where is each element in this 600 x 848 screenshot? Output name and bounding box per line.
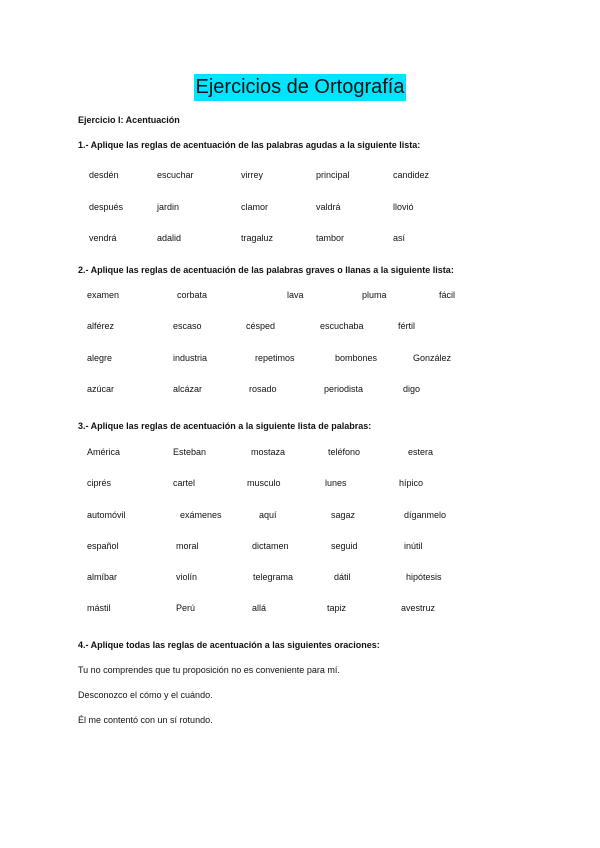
word-2-3-4: bombones xyxy=(335,353,378,363)
word-3-6-2: Perú xyxy=(176,603,196,613)
word-3-2-2: cartel xyxy=(173,478,196,488)
word-1-3-3: tragaluz xyxy=(241,233,274,243)
word-3-6-3: allá xyxy=(252,603,267,613)
word-2-3-2: industria xyxy=(173,353,208,363)
word-3-1-3: mostaza xyxy=(251,447,286,457)
word-1-2-4: valdrá xyxy=(316,202,341,212)
sentence-2: Desconozco el cómo y el cuándo. xyxy=(78,690,213,700)
word-1-1-2: escuchar xyxy=(157,170,194,180)
section2-prompt: 2.- Aplique las reglas de acentuación de las palabras graves o llanas a la siguiente lista: xyxy=(78,265,454,275)
word-3-6-5: avestruz xyxy=(401,603,436,613)
word-2-1-2: corbata xyxy=(177,290,208,300)
word-2-4-1: azúcar xyxy=(87,384,115,394)
word-3-3-3: aquí xyxy=(259,510,277,520)
section1-prompt: 1.- Aplique las reglas de acentuación de las palabras agudas a la siguiente lista: xyxy=(78,140,421,150)
word-1-2-2: jardin xyxy=(157,202,180,212)
word-2-1-4: pluma xyxy=(362,290,387,300)
word-3-3-4: sagaz xyxy=(331,510,356,520)
sentence-1: Tu no comprendes que tu proposición no es conveniente para mí. xyxy=(78,665,340,675)
word-3-2-4: lunes xyxy=(325,478,347,488)
word-2-4-5: digo xyxy=(403,384,421,394)
sentence-3: Él me contentó con un sí rotundo. xyxy=(78,715,213,725)
word-3-5-5: hipótesis xyxy=(406,572,442,582)
word-3-2-1: ciprés xyxy=(87,478,112,488)
word-3-2-3: musculo xyxy=(247,478,281,488)
word-2-4-2: alcázar xyxy=(173,384,203,394)
word-3-4-5: inútil xyxy=(404,541,423,551)
word-2-4-3: rosado xyxy=(249,384,277,394)
word-3-6-4: tapiz xyxy=(327,603,347,613)
word-3-5-4: dátil xyxy=(334,572,351,582)
word-2-2-5: fértil xyxy=(398,321,416,331)
word-2-2-2: escaso xyxy=(173,321,202,331)
word-2-3-1: alegre xyxy=(87,353,113,363)
word-1-1-5: candidez xyxy=(393,170,430,180)
word-3-5-2: violín xyxy=(176,572,198,582)
word-2-3-5: González xyxy=(413,353,452,363)
word-1-3-2: adalid xyxy=(157,233,182,243)
word-1-3-4: tambor xyxy=(316,233,345,243)
word-1-1-3: virrey xyxy=(241,170,263,180)
word-3-6-1: mástil xyxy=(87,603,111,613)
word-2-2-1: alférez xyxy=(87,321,115,331)
word-2-4-4: periodista xyxy=(324,384,364,394)
word-3-1-5: estera xyxy=(408,447,434,457)
word-2-2-3: césped xyxy=(246,321,276,331)
word-2-1-1: examen xyxy=(87,290,120,300)
word-1-3-5: así xyxy=(393,233,406,243)
word-3-4-2: moral xyxy=(176,541,199,551)
page-title: Ejercicios de Ortografía xyxy=(194,74,407,101)
section3-prompt: 3.- Aplique las reglas de acentuación a la siguiente lista de palabras: xyxy=(78,421,372,431)
word-1-2-5: llovió xyxy=(393,202,414,212)
word-3-3-1: automóvil xyxy=(87,510,126,520)
word-2-1-5: fácil xyxy=(439,290,456,300)
word-3-1-2: Esteban xyxy=(173,447,207,457)
section4-prompt: 4.- Aplique todas las reglas de acentuación a las siguientes oraciones: xyxy=(78,640,380,650)
word-2-1-3: lava xyxy=(287,290,304,300)
word-2-2-4: escuchaba xyxy=(320,321,364,331)
word-3-4-1: español xyxy=(87,541,119,551)
word-3-1-1: América xyxy=(87,447,121,457)
word-2-3-3: repetimos xyxy=(255,353,295,363)
word-3-4-4: seguid xyxy=(331,541,358,551)
word-3-1-4: teléfono xyxy=(328,447,361,457)
word-3-5-3: telegrama xyxy=(253,572,294,582)
word-1-3-1: vendrá xyxy=(89,233,117,243)
title-container xyxy=(0,74,600,101)
word-1-1-4: principal xyxy=(316,170,350,180)
word-1-1-1: desdén xyxy=(89,170,119,180)
word-3-3-2: exámenes xyxy=(180,510,222,520)
word-1-2-3: clamor xyxy=(241,202,269,212)
exercise-heading: Ejercicio I: Acentuación xyxy=(78,115,180,125)
word-3-3-5: díganmelo xyxy=(404,510,447,520)
word-3-5-1: almíbar xyxy=(87,572,118,582)
word-1-2-1: después xyxy=(89,202,124,212)
word-3-2-5: hípico xyxy=(399,478,424,488)
word-3-4-3: dictamen xyxy=(252,541,289,551)
